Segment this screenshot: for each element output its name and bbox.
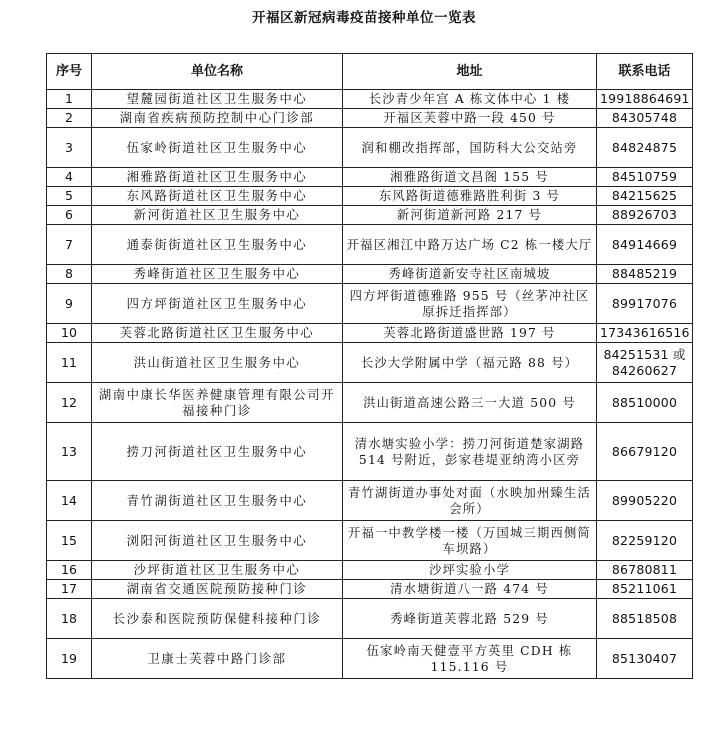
table-row	[47, 168, 693, 187]
row-unit-name: 湘雅路街道社区卫生服务中心	[92, 168, 343, 187]
row-unit-name: 芙蓉北路街道社区卫生服务中心	[92, 324, 343, 343]
row-no: 8	[47, 265, 92, 284]
row-unit-name: 青竹湖街道社区卫生服务中心	[92, 481, 343, 521]
row-unit-name: 沙坪街道社区卫生服务中心	[92, 561, 343, 580]
table-row	[47, 343, 693, 383]
row-no: 14	[47, 481, 92, 521]
row-no: 15	[47, 521, 92, 561]
row-phone: 84251531 或 84260627	[597, 343, 693, 383]
row-address: 湘雅路街道文昌阁 155 号	[343, 168, 597, 187]
row-address: 长沙青少年宫 A 栋文体中心 1 楼	[343, 90, 597, 109]
row-phone: 82259120	[597, 521, 693, 561]
row-address: 开福区芙蓉中路一段 450 号	[343, 109, 597, 128]
row-no: 16	[47, 561, 92, 580]
row-phone: 84914669	[597, 225, 693, 265]
row-phone: 88518508	[597, 599, 693, 639]
table-row	[47, 90, 693, 109]
row-no: 18	[47, 599, 92, 639]
vaccination-sites-table	[46, 53, 693, 679]
row-unit-name: 新河街道社区卫生服务中心	[92, 206, 343, 225]
row-phone: 85130407	[597, 639, 693, 679]
row-phone: 88926703	[597, 206, 693, 225]
row-unit-name: 四方坪街道社区卫生服务中心	[92, 284, 343, 324]
table-row	[47, 284, 693, 324]
page-title: 开福区新冠病毒疫苗接种单位一览表	[252, 10, 476, 26]
row-address: 清水塘街道八一路 474 号	[343, 580, 597, 599]
row-address: 沙坪实验小学	[343, 561, 597, 580]
row-unit-name: 秀峰街道社区卫生服务中心	[92, 265, 343, 284]
row-address: 四方坪街道德雅路 955 号（丝茅冲社区原拆迁指挥部）	[343, 284, 597, 324]
row-address: 芙蓉北路街道盛世路 197 号	[343, 324, 597, 343]
row-address: 秀峰街道芙蓉北路 529 号	[343, 599, 597, 639]
row-address: 清水塘实验小学：捞刀河街道楚家湖路 514 号附近，彭家巷堤亚纳湾小区旁	[343, 423, 597, 481]
row-no: 17	[47, 580, 92, 599]
header-address: 地址	[343, 54, 597, 90]
row-no: 2	[47, 109, 92, 128]
row-unit-name: 湖南省疾病预防控制中心门诊部	[92, 109, 343, 128]
table-row	[47, 639, 693, 679]
row-address: 伍家岭南天健壹平方英里 CDH 栋 115.116 号	[343, 639, 597, 679]
row-address: 新河街道新河路 217 号	[343, 206, 597, 225]
row-phone: 88510000	[597, 383, 693, 423]
row-phone: 89905220	[597, 481, 693, 521]
row-address: 润和棚改指挥部，国防科大公交站旁	[343, 128, 597, 168]
row-phone: 88485219	[597, 265, 693, 284]
row-no: 1	[47, 90, 92, 109]
table-row	[47, 206, 693, 225]
row-no: 19	[47, 639, 92, 679]
row-no: 4	[47, 168, 92, 187]
row-no: 3	[47, 128, 92, 168]
row-phone: 84305748	[597, 109, 693, 128]
row-unit-name: 捞刀河街道社区卫生服务中心	[92, 423, 343, 481]
table-row	[47, 580, 693, 599]
row-phone: 84215625	[597, 187, 693, 206]
table-row	[47, 383, 693, 423]
table-row	[47, 481, 693, 521]
row-phone: 17343616516	[597, 324, 693, 343]
table-row	[47, 265, 693, 284]
row-unit-name: 东风路街道社区卫生服务中心	[92, 187, 343, 206]
row-no: 12	[47, 383, 92, 423]
row-no: 9	[47, 284, 92, 324]
table-row	[47, 521, 693, 561]
row-phone: 84824875	[597, 128, 693, 168]
row-address: 洪山街道高速公路三一大道 500 号	[343, 383, 597, 423]
row-phone: 85211061	[597, 580, 693, 599]
row-address: 东风路街道德雅路胜利街 3 号	[343, 187, 597, 206]
header-phone: 联系电话	[597, 54, 693, 90]
row-address: 秀峰街道新安寺社区南城坡	[343, 265, 597, 284]
row-unit-name: 伍家岭街道社区卫生服务中心	[92, 128, 343, 168]
row-address: 长沙大学附属中学（福元路 88 号）	[343, 343, 597, 383]
row-address: 开福区湘江中路万达广场 C2 栋一楼大厅	[343, 225, 597, 265]
row-unit-name: 望麓园街道社区卫生服务中心	[92, 90, 343, 109]
row-no: 10	[47, 324, 92, 343]
table-header-row	[47, 54, 693, 90]
table-row	[47, 128, 693, 168]
row-address: 开福一中教学楼一楼（万国城三期西侧简车坝路）	[343, 521, 597, 561]
row-no: 11	[47, 343, 92, 383]
row-unit-name: 洪山街道社区卫生服务中心	[92, 343, 343, 383]
row-no: 7	[47, 225, 92, 265]
row-phone: 19918864691	[597, 90, 693, 109]
row-phone: 86780811	[597, 561, 693, 580]
row-unit-name: 卫康士芙蓉中路门诊部	[92, 639, 343, 679]
row-address: 青竹湖街道办事处对面（水映加州臻生活会所）	[343, 481, 597, 521]
table-row	[47, 423, 693, 481]
table-row	[47, 561, 693, 580]
row-unit-name: 通泰街街道社区卫生服务中心	[92, 225, 343, 265]
table-row	[47, 187, 693, 206]
row-unit-name: 浏阳河街道社区卫生服务中心	[92, 521, 343, 561]
row-phone: 84510759	[597, 168, 693, 187]
table-row	[47, 324, 693, 343]
table-row	[47, 109, 693, 128]
header-unit-name: 单位名称	[92, 54, 343, 90]
table-row	[47, 225, 693, 265]
row-phone: 89917076	[597, 284, 693, 324]
row-unit-name: 长沙泰和医院预防保健科接种门诊	[92, 599, 343, 639]
header-no: 序号	[47, 54, 92, 90]
table-row	[47, 599, 693, 639]
row-unit-name: 湖南省交通医院预防接种门诊	[92, 580, 343, 599]
row-no: 5	[47, 187, 92, 206]
row-no: 6	[47, 206, 92, 225]
row-no: 13	[47, 423, 92, 481]
row-phone: 86679120	[597, 423, 693, 481]
row-unit-name: 湖南中康长华医养健康管理有限公司开福接种门诊	[92, 383, 343, 423]
